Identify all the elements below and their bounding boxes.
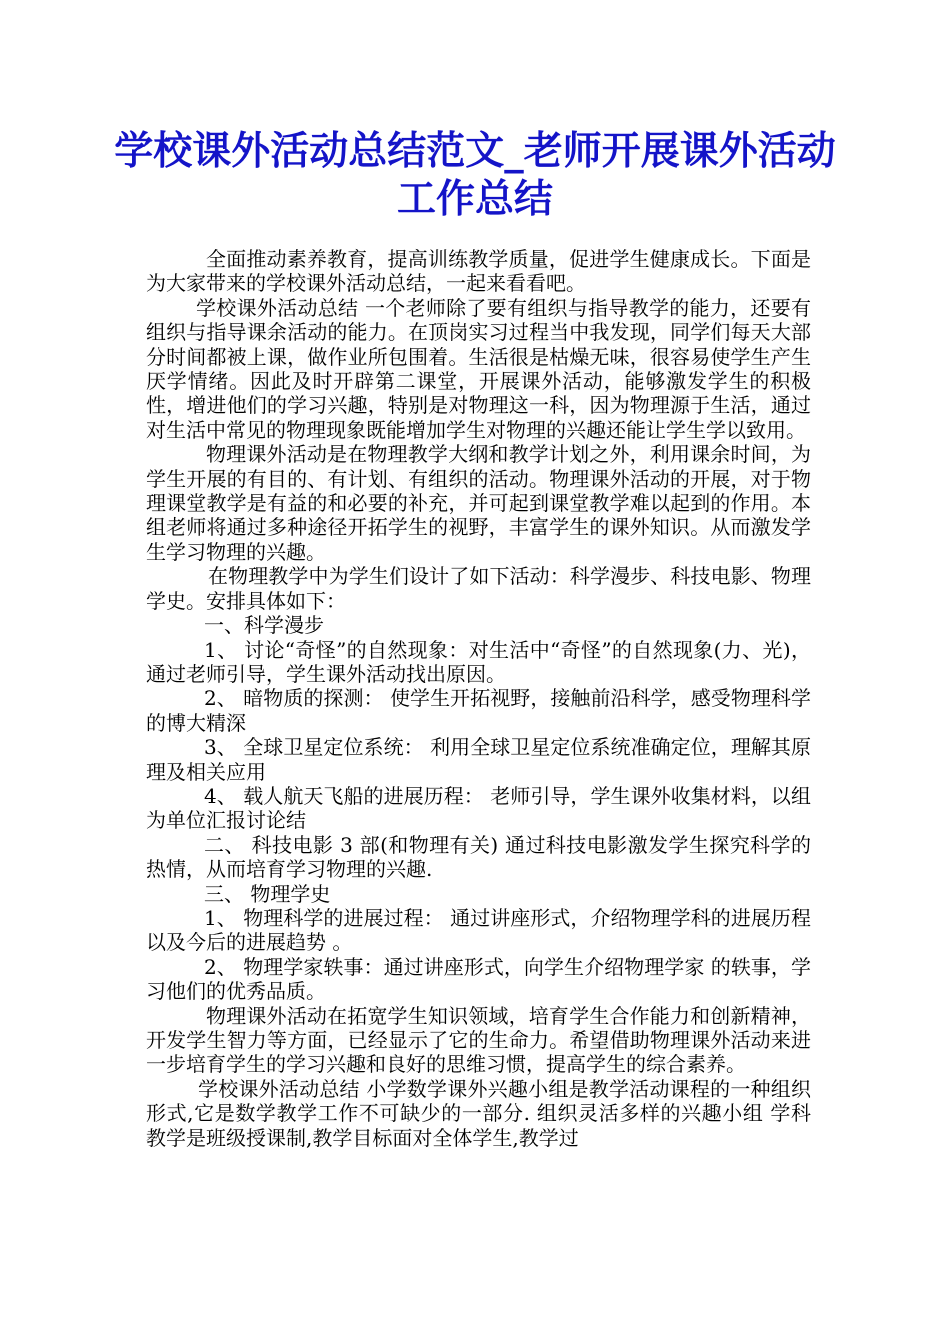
list-item: 1、 物理科学的进展过程： 通过讲座形式，介绍物理学科的进展历程以及今后的进展趋势 。 bbox=[146, 905, 811, 955]
summary-paragraph-1: 学校课外活动总结 一个老师除了要有组织与指导教学的能力，还要有组织与指导课余活动的能力。在顶岗实习过程当中我发现，同学们每天大部分时间都被上课，做作业所包围着。生活很是枯燥无味，很容易使学生产生厌学情绪。因此及时开辟第二课堂，开展课外活动，能够激发学生的积极性，增进他们的学习兴趣，特别是对物理这一科，因为物理源于生活，通过对生活中常见的物理现象既能增加学生对物理的兴趣还能让学生学以致用。 bbox=[146, 295, 811, 442]
section-heading-science-films: 二、 科技电影 3 部(和物理有关) 通过科技电影激发学生探究科学的 热情，从而培育学习物理的兴趣. bbox=[146, 832, 811, 882]
list-item: 2、 物理学家轶事：通过讲座形式，向学生介绍物理学家 的轶事，学习他们的优秀品质。 bbox=[146, 954, 811, 1004]
conclusion-paragraph: 物理课外活动在拓宽学生知识领域，培育学生合作能力和创新精神，开发学生智力等方面，已经显示了它的生命力。希望借助物理课外活动来进一步培育学生的学习兴趣和良好的思维习惯，提高学生的综合素养。 bbox=[146, 1003, 811, 1077]
document-title: 学校课外活动总结范文_老师开展课外活动工作总结 bbox=[114, 129, 836, 222]
activity-plan-paragraph: 在物理教学中为学生们设计了如下活动：科学漫步、科技电影、物理学史。安排具体如下： bbox=[146, 564, 811, 613]
section-heading-physics-history: 三、 物理学史 bbox=[204, 881, 331, 906]
activity-definition-paragraph: 物理课外活动是在物理教学大纲和教学计划之外，利用课余时间，为学生开展的有目的、有计划、有组织的活动。物理课外活动的开展，对于物理课堂教学是有益的和必要的补充，并可起到课堂教学难以起到的作用。本组老师将通过多种途径开拓学生的视野，丰富学生的课外知识。从而激发学生学习物理的兴趣。 bbox=[146, 442, 811, 564]
list-item: 1、 讨论“奇怪”的自然现象：对生活中“奇怪”的自然现象(力、光)，通过老师引导，学生课外活动找出原因。 bbox=[146, 637, 811, 686]
list-item: 3、 全球卫星定位系统： 利用全球卫星定位系统准确定位，理解其原理及相关应用 bbox=[146, 735, 811, 784]
document-body bbox=[146, 247, 811, 1150]
section-heading-science-walk: 一、科学漫步 bbox=[204, 613, 324, 638]
summary-paragraph-2: 学校课外活动总结 小学数学课外兴趣小组是教学活动课程的一种组织形式,它是数学教学工作不可缺少的一部分. 组织灵活多样的兴趣小组 学科教学是班级授课制,教学目标面对全体学生,教学过 bbox=[146, 1076, 811, 1150]
list-item: 4、 载人航天飞船的进展历程： 老师引导，学生课外收集材料，以组 为单位汇报讨论结 bbox=[146, 783, 811, 833]
intro-paragraph: 全面推动素养教育，提高训练教学质量，促进学生健康成长。下面是为大家带来的学校课外活动总结，一起来看看吧。 bbox=[146, 247, 811, 296]
list-item: 2、 暗物质的探测： 使学生开拓视野，接触前沿科学，感受物理科学的博大精深 bbox=[146, 686, 811, 735]
